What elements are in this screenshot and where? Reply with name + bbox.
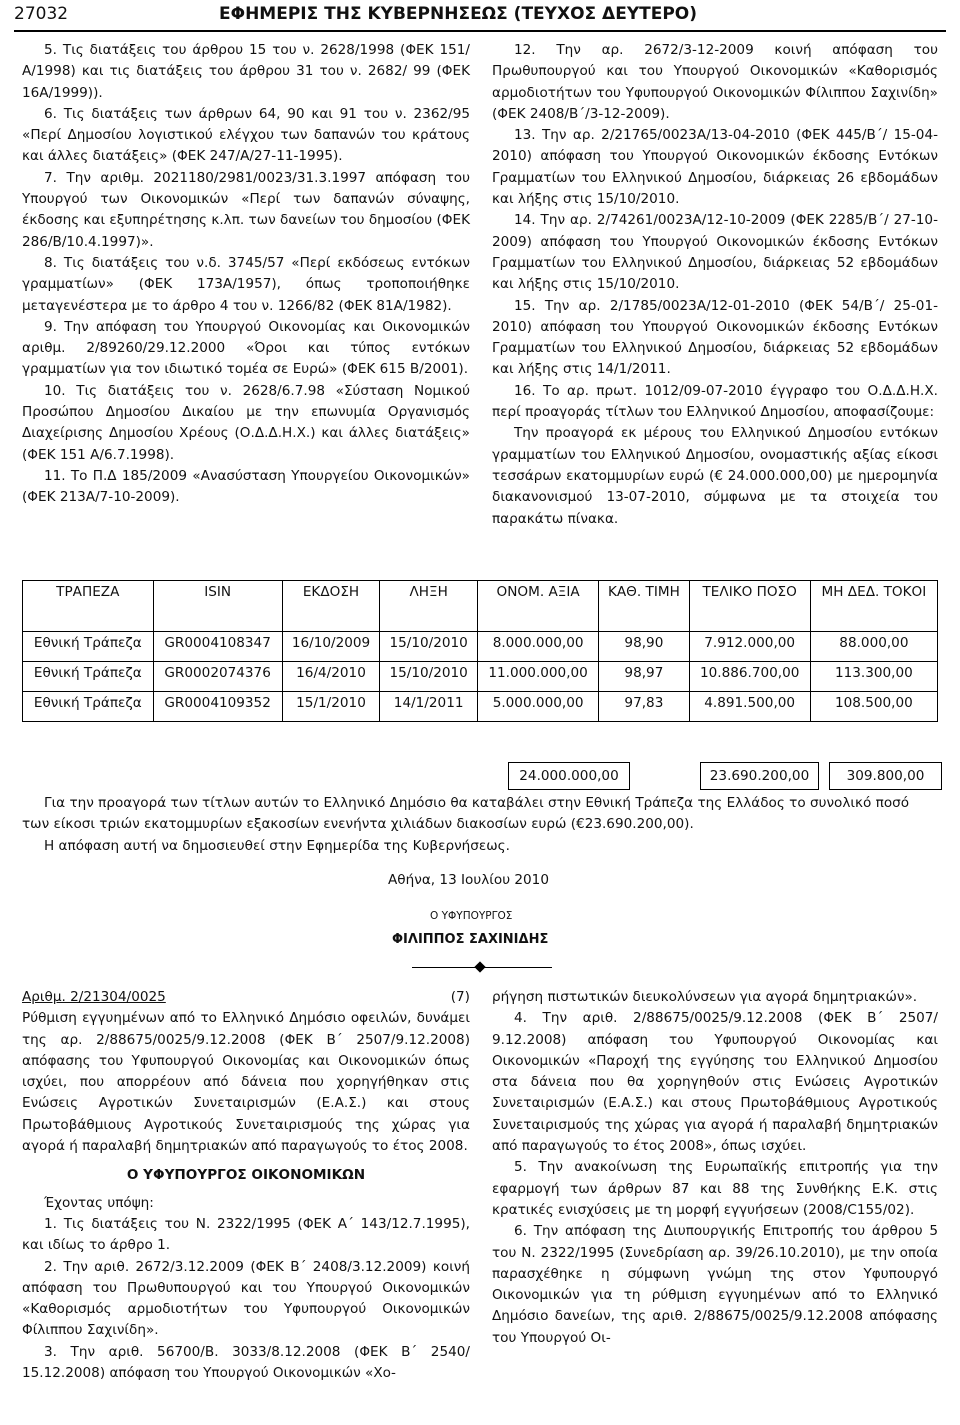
closing-paragraph: Για την προαγορά των τίτλων αυτών το Ελληνικό Δημόσιο θα καταβάλει στην Εθνική Τράπεζα της Ελλάδος το συνολικό ποσό των είκοσι τριών εκατομμυρίων εξακοσίων ενενήντα χιλιάδων διακοσίων ευρώ (€23.690.200,00). xyxy=(22,795,910,833)
table-cell: 97,83 xyxy=(599,692,689,722)
paragraph: 10. Τις διατάξεις του ν. 2628/6.7.98 «Σύσταση Νομικού Προσώπου Δημοσίου Δικαίου με την επωνυμία Οργανισμός Διαχείρισης Δημοσίου Χρέους (Ο.Δ.Δ.Η.Χ.) και άλλες διατάξεις» (ΦΕΚ 151 Α/6.7.1998). xyxy=(22,382,470,463)
paragraph: 14. Την αρ. 2/74261/0023Α/12-10-2009 (ΦΕΚ 2285/Β΄/ 27-10-2009) απόφαση του Υπουργού Οικονομικών έκδοσης Εντόκων Γραμματίων του Ελληνικού Δημοσίου, διάρκειας 52 εβδομάδων και λήξης στις 15/10/2010. xyxy=(492,212,938,293)
table-cell: GR0004108347 xyxy=(153,632,282,662)
table-cell: 16/4/2010 xyxy=(282,662,380,692)
total-final: 23.690.200,00 xyxy=(700,762,819,790)
table-cell: 15/10/2010 xyxy=(380,662,478,692)
table-cell: 15/10/2010 xyxy=(380,632,478,662)
left-column xyxy=(22,40,470,509)
having-considered: Έχοντας υπόψη: xyxy=(44,1194,154,1211)
table-cell: 98,97 xyxy=(599,662,689,692)
page-header xyxy=(14,4,946,32)
table-cell: Εθνική Τράπεζα xyxy=(23,692,154,722)
table-cell: 10.886.700,00 xyxy=(689,662,810,692)
signer-name: ΦΙΛΙΠΠΟΣ ΣΑΧΙΝΙΔΗΣ xyxy=(392,932,549,947)
decision-subject: Ρύθμιση εγγυημένων από το Ελληνικό Δημόσιο οφειλών, δυνάμει της αρ. 2/88675/0025/9.12.2008 (ΦΕΚ Β΄ 2507/9.12.2008) απόφασης του Υφυπουργού Οικονομίας και Οικονομικών όπως ισχύει, που απορρέουν από δάνεια που χορηγήθηκαν στις Ενώσεις Αγροτικών Συνεταιρισμών (Ε.Α.Σ.) και στους Πρωτοβάθμιους Αγροτικούς Συνεταιρισμούς της χώρας για αγορά ή παραλαβή δημητριακών από παραγωγούς το έτος 2008. xyxy=(22,1010,470,1155)
decision-authority: Ο ΥΦΥΠΟΥΡΓΟΣ ΟΙΚΟΝΟΜΙΚΩΝ xyxy=(126,1167,366,1184)
paragraph: 16. Το αρ. πρωτ. 1012/09-07-2010 έγγραφο του Ο.Δ.Δ.Η.Χ. περί προαγοράς τίτλων του Ελληνικού Δημοσίου, αποφασίζουμε: xyxy=(492,382,938,421)
table-cell: 108.500,00 xyxy=(810,692,937,722)
paragraph: 6. Την απόφαση της Διυπουργικής Επιτροπής του άρθρου 5 του Ν. 2322/1995 (Συνεδρίαση αρ. 39/26.10.2010), με την οποία παρασχέθηκε η σύμφωνη γνώμη της στον Υφυπουργό Οικονομικών για τη ρύθμιση εγγυημένων από το Ελληνικό Δημόσιο δανείων, της αριθ. 2/88675/0025/9.12.2008 απόφασης του Υπουργού Οι- xyxy=(492,1223,938,1346)
column-header: ΤΡΑΠΕΖΑ xyxy=(23,581,154,632)
table-cell: 7.912.000,00 xyxy=(689,632,810,662)
gazette-title: ΕΦΗΜΕΡΙΣ ΤΗΣ ΚΥΒΕΡΝΗΣΕΩΣ (ΤΕΥΧΟΣ ΔΕΥΤΕΡΟ) xyxy=(219,4,698,24)
column-header: ΛΗΞΗ xyxy=(380,581,478,632)
decision-number: Αριθμ. 2/21304/0025 xyxy=(22,989,166,1005)
table-row xyxy=(23,632,938,662)
column-header: ΤΕΛΙΚΟ ΠΟΣΟ xyxy=(689,581,810,632)
closing-text xyxy=(22,793,938,857)
column-header: ISIN xyxy=(153,581,282,632)
divider-diamond-icon xyxy=(474,961,485,972)
table-cell: 11.000.000,00 xyxy=(477,662,598,692)
publication-order: Η απόφαση αυτή να δημοσιευθεί στην Εφημερίδα της Κυβερνήσεως. xyxy=(44,837,510,854)
paragraph: 8. Τις διατάξεις του ν.δ. 3745/57 «Περί εκδόσεως εντόκων γραμματίων» (ΦΕΚ 173Α/1957), όπως τροποποιήθηκε μεταγενέστερα με το άρθρο 4 του ν. 1266/82 (ΦΕΚ 81Α/1982). xyxy=(22,254,470,314)
table-cell: 88.000,00 xyxy=(810,632,937,662)
table-cell: GR0004109352 xyxy=(153,692,282,722)
paragraph: 5. Την ανακοίνωση της Ευρωπαϊκής επιτροπής για την εφαρμογή των άρθρων 87 και 88 της Συνθήκης Ε.Κ. στις κρατικές ενισχύσεις με τη μορφή εγγυήσεων (2008/C155/02). xyxy=(492,1159,938,1218)
page-number: 27032 xyxy=(14,4,69,24)
signer-role: Ο ΥΦΥΠΟΥΡΓΟΣ xyxy=(430,910,513,922)
paragraph: 5. Τις διατάξεις του άρθρου 15 του ν. 2628/1998 (ΦΕΚ 151/Α/1998) και τις διατάξεις του άρθρου 31 του ν. 2682/ 99 (ΦΕΚ 16Α/1999)). xyxy=(22,42,470,101)
column-header: ΕΚΔΟΣΗ xyxy=(282,581,380,632)
paragraph: Την προαγορά εκ μέρους του Ελληνικού Δημοσίου εντόκων γραμματίων του Ελληνικού Δημοσίου, ονομαστικής αξίας είκοσι τεσσάρων εκατομμυρίων ευρώ (€ 24.000.000,00) με ημερομηνία διακανονισμού 13-07-2010, σύμφωνα με τα στοιχεία του παρακάτω πίνακα. xyxy=(492,425,938,527)
table-cell: 16/10/2009 xyxy=(282,632,380,662)
table-cell: 98,90 xyxy=(599,632,689,662)
table-cell: Εθνική Τράπεζα xyxy=(23,662,154,692)
table-row xyxy=(23,662,938,692)
bond-table xyxy=(22,580,938,722)
paragraph: 2. Την αριθ. 2672/3.12.2009 (ΦΕΚ Β΄ 2408/3.12.2009) κοινή απόφαση του Πρωθυπουργού και του Υπουργού Οικονομικών «Καθορισμός αρμοδιοτήτων του Υφυπουργού Οικονομικών Φίλιππου Σαχινίδη». xyxy=(22,1258,470,1339)
place-date: Αθήνα, 13 Ιουλίου 2010 xyxy=(388,872,549,888)
paragraph: 12. Την αρ. 2672/3-12-2009 κοινή απόφαση του Πρωθυπουργού και του Υπουργού Οικονομικών «Καθορισμός αρμοδιοτήτων του Υφυπουργού Οικονομικών Φίλιππου Σαχινίδη» (ΦΕΚ 2408/Β΄/3-12-2009). xyxy=(492,42,938,122)
column-header: ΜΗ ΔΕΔ. ΤΟΚΟΙ xyxy=(810,581,937,632)
decision-index: (7) xyxy=(450,989,470,1005)
total-interest: 309.800,00 xyxy=(829,762,942,790)
paragraph: 15. Την αρ. 2/1785/0023Α/12-01-2010 (ΦΕΚ 54/Β΄/ 25-01-2010) απόφαση του Υπουργού Οικονομικών έκδοσης Εντόκων Γραμματίων του Ελληνικού Δημοσίου, διάρκειας 52 εβδομάδων και λήξης στις 14/1/2011. xyxy=(492,297,938,378)
table-cell: 14/1/2011 xyxy=(380,692,478,722)
paragraph: 3. Την αριθ. 56700/Β. 3033/8.12.2008 (ΦΕΚ Β΄ 2540/ 15.12.2008) απόφαση του Υπουργού Οικονομικών «Χο- xyxy=(22,1343,470,1382)
table-cell: 4.891.500,00 xyxy=(689,692,810,722)
table-row xyxy=(23,692,938,722)
paragraph: 6. Τις διατάξεις των άρθρων 64, 90 και 91 του ν. 2362/95 «Περί Δημοσίου λογιστικού ελέγχου των δαπανών του κράτους και άλλες διατάξεις» (ΦΕΚ 247/Α/27-11-1995). xyxy=(22,105,470,165)
decision-left-column xyxy=(22,987,470,1384)
table-cell: 8.000.000,00 xyxy=(477,632,598,662)
paragraph: 13. Την αρ. 2/21765/0023Α/13-04-2010 (ΦΕΚ 445/Β΄/ 15-04-2010) απόφαση του Υπουργού Οικονομικών έκδοσης Εντόκων Γραμματίων του Ελληνικού Δημοσίου, διάρκειας 26 εβδομάδων και λήξης στις 15/10/2010. xyxy=(492,127,938,208)
paragraph: 1. Τις διατάξεις του Ν. 2322/1995 (ΦΕΚ Α΄ 143/12.7.1995), και ιδίως το άρθρο 1. xyxy=(22,1215,470,1254)
table-cell: 15/1/2010 xyxy=(282,692,380,722)
paragraph: ρήγηση πιστωτικών διευκολύνσεων για αγορά δημητριακών». xyxy=(492,989,918,1005)
paragraph: 9. Την απόφαση του Υπουργού Οικονομίας και Οικονομικών αριθμ. 2/89260/29.12.2000 «Όροι και τύπος εντόκων γραμματίων για τον ιδιωτικό τομέα σε Ευρώ» (ΦΕΚ 615 Β/2001). xyxy=(22,318,470,378)
table-cell: 113.300,00 xyxy=(810,662,937,692)
right-column xyxy=(492,40,938,530)
paragraph: 11. Το Π.Δ 185/2009 «Ανασύσταση Υπουργείου Οικονομικών» (ΦΕΚ 213Α/7-10-2009). xyxy=(22,467,470,506)
decision-right-column xyxy=(492,987,938,1349)
table-cell: GR0002074376 xyxy=(153,662,282,692)
paragraph: 7. Την αριθμ. 2021180/2981/0023/31.3.1997 απόφαση του Υπουργού των Οικονομικών «Περί των δαπανών σύναψης, έκδοσης και εξυπηρέτησης κ.λπ. των δανείων του δημοσίου (ΦΕΚ 286/Β/10.4.1997)». xyxy=(22,169,470,250)
table-cell: Εθνική Τράπεζα xyxy=(23,632,154,662)
column-header: ΟΝΟΜ. ΑΞΙΑ xyxy=(477,581,598,632)
paragraph: 4. Την αριθ. 2/88675/0025/9.12.2008 (ΦΕΚ Β΄ 2507/ 9.12.2008) απόφαση του Υφυπουργού Οικονομίας και Οικονομικών «Παροχή της εγγύησης του Ελληνικού Δημοσίου στα δάνεια που θα χορηγηθούν στις Ενώσεις Αγροτικών Συνεταιρισμών (Ε.Α.Σ.) και στους Πρωτοβάθμιους Αγροτικούς Συνεταιρισμούς της χώρας για αγορά ή παραλαβή δημητριακών από παραγωγούς το έτος 2008», όπως ισχύει. xyxy=(492,1010,938,1155)
decision-number-line xyxy=(22,987,470,1008)
table-cell: 5.000.000,00 xyxy=(477,692,598,722)
total-nominal: 24.000.000,00 xyxy=(508,762,630,790)
column-header: ΚΑΘ. ΤΙΜΗ xyxy=(599,581,689,632)
table-header-row xyxy=(23,581,938,632)
